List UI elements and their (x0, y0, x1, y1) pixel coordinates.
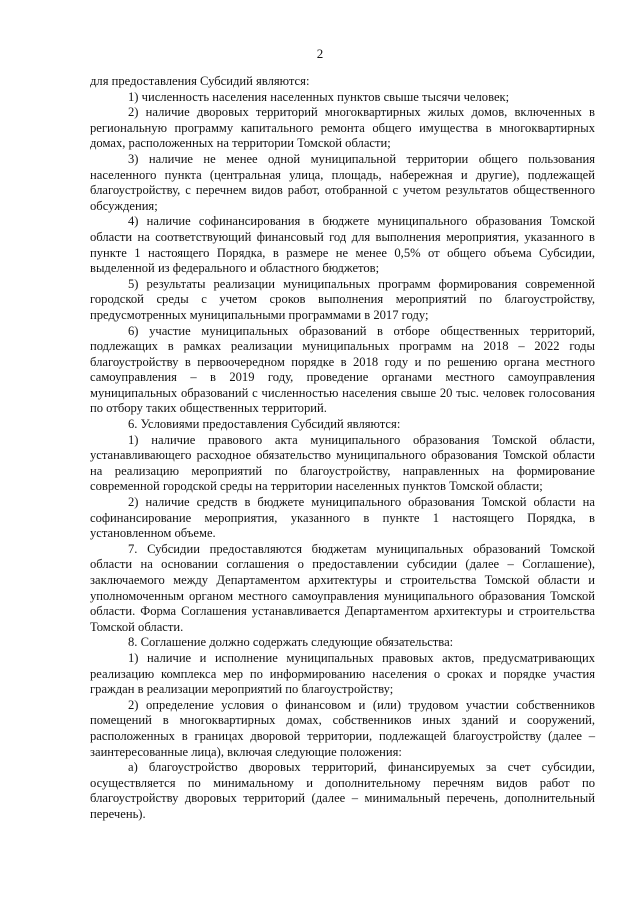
paragraph: 3) наличие не менее одной муниципальной территории общего пользования населенного пункта (центральная улица, площадь, набережная и другие), подлежащей благоустройству, с перечнем видов работ, отобранной с учетом результатов общественного обсуждения; (90, 151, 595, 213)
paragraph: 6. Условиями предоставления Субсидий являются: (128, 417, 401, 432)
page-number: 2 (316, 46, 324, 61)
paragraph: 7. Субсидии предоставляются бюджетам муниципальных образований Томской области на основании соглашения о предоставлении субсидии (далее – Соглашение), заключаемого между Департаментом архитектуры и строительства Томской области и уполномоченным органом местного самоуправления муниципального образования Томской области. Форма Соглашения устанавливается Департаментом архитектуры и строительства Томской области. (90, 541, 595, 634)
paragraph: 2) наличие средств в бюджете муниципального образования Томской области на софинансирование мероприятия, указанного в пункте 1 настоящего Порядка, в установленном объеме. (90, 495, 595, 541)
paragraph: 4) наличие софинансирования в бюджете муниципального образования Томской области на соответствующий финансовый год для выполнения мероприятия, указанного в пункте 1 настоящего Порядка, в размере не менее 0,5% от общего объема Субсидии, выделенной из федерального и областного бюджетов; (90, 214, 595, 276)
paragraph: 2) определение условия о финансовом и (или) трудовом участии собственников помещений в многоквартирных домах, собственников иных зданий и сооружений, расположенных в границах дворовой территории, подлежащей благоустройству (далее – заинтересованные лица), включая следующие положения: (90, 697, 595, 759)
paragraph: 2) наличие дворовых территорий многоквартирных жилых домов, включенных в региональную программу капитального ремонта общего имущества в многоквартирных домах, расположенных на территории Томской области; (90, 105, 595, 151)
paragraph: 1) наличие правового акта муниципального образования Томской области, устанавливающего расходное обязательство муниципального образования Томской области на реализацию мероприятий по благоустройству, направленных на формирование современной городской среды на территории населенных пунктов Томской области; (90, 432, 595, 494)
paragraph: 5) результаты реализации муниципальных программ формирования современной городской среды с учетом сроков выполнения мероприятий по благоустройству, предусмотренных муниципальными программами в 2017 году; (90, 276, 595, 322)
document-body (90, 74, 595, 823)
paragraph: для предоставления Субсидий являются: (90, 74, 310, 88)
paragraph: а) благоустройство дворовых территорий, финансируемых за счет субсидии, осуществляется по минимальному и дополнительному перечням видов работ по благоустройству дворовых территорий (далее – минимальный перечень, дополнительный перечень). (90, 760, 595, 821)
paragraph: 1) наличие и исполнение муниципальных правовых актов, предусматривающих реализацию комплекса мер по информированию населения о сроках и порядке участия граждан в реализации мероприятий по благоустройству; (90, 650, 595, 697)
paragraph: 6) участие муниципальных образований в отборе общественных территорий, подлежащих в рамках реализации муниципальных программ на 2018 – 2022 годы благоустройству в первоочередном порядке в 2018 году и по решению органа местного самоуправления – в 2019 году, проведение органами местного самоуправления муниципальных образований с численностью населения свыше 20 тыс. человек голосования по отбору таких общественных территорий. (90, 323, 595, 416)
paragraph: 8. Соглашение должно содержать следующие обязательства: (128, 635, 454, 650)
paragraph: 1) численность населения населенных пунктов свыше тысячи человек; (128, 89, 510, 104)
